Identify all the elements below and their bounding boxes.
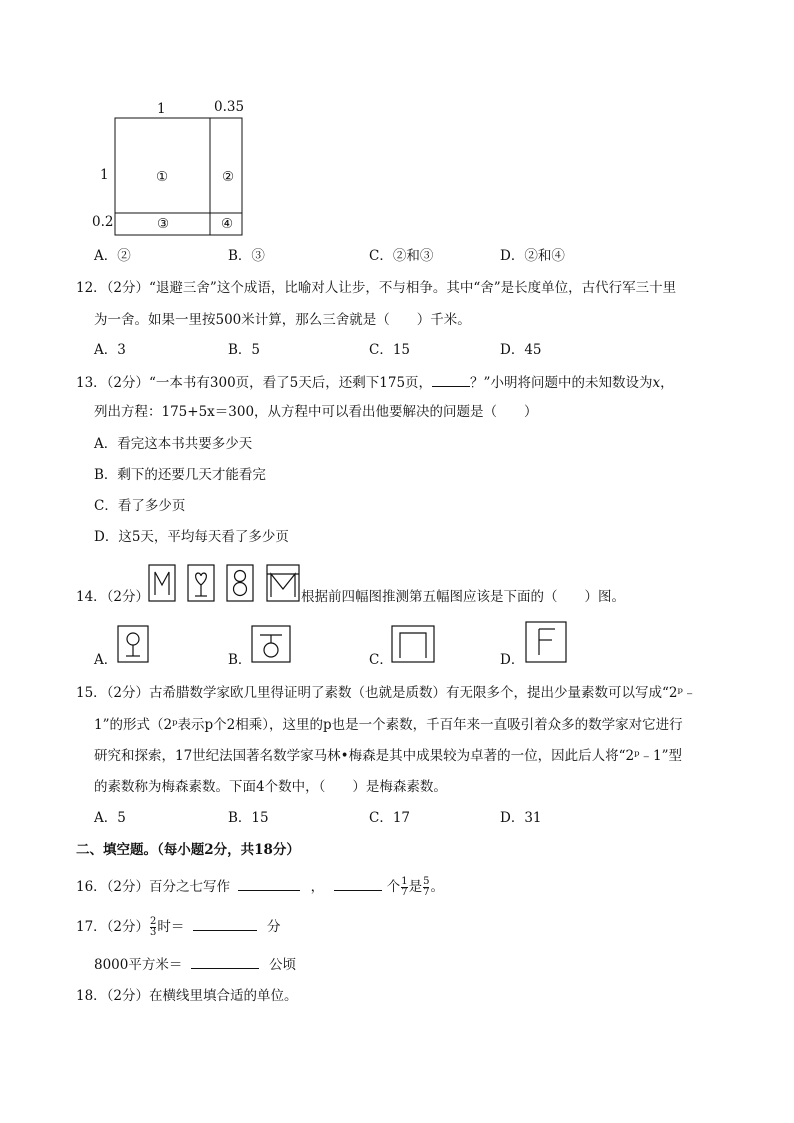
q14-option-a-figure[interactable]: [116, 624, 150, 668]
q16-line: [76, 876, 444, 898]
label-left-02: 0.2: [92, 214, 114, 230]
q16-pre: 16．（2分）百分之七写作: [76, 879, 231, 895]
q15-line1: 15．（2分）古希腊数学家欧几里得证明了素数（也就是质数）有无限多个，提出少量素数可以写成“2ᵖ﹣: [76, 685, 697, 701]
q17-line2-pre: 8000平方米＝: [94, 957, 183, 973]
q13-option-c[interactable]: C．看了多少页: [94, 498, 186, 514]
q16-frac2-den: 7: [423, 887, 430, 898]
q14-prefix: 14．（2分）: [76, 589, 150, 605]
q17-frac-num: 2: [150, 916, 157, 927]
q13-option-d[interactable]: D．这5天，平均每天看了多少页: [94, 529, 289, 545]
q13-option-a[interactable]: A．看完这本书共要多少天: [94, 436, 253, 452]
q12-line1: 12．（2分）“退避三舍”这个成语，比喻对人让步，不与相争。其中“舍”是长度单位，古代行军三十里: [76, 280, 677, 296]
q11-option-d[interactable]: D．②和④: [500, 248, 565, 264]
q13-line2: 列出方程：175+5x＝300，从方程中可以看出他要解决的问题是（ ）: [94, 404, 538, 420]
q14-text: 根据前四幅图推测第五幅图应该是下面的（ ）图。: [301, 589, 625, 605]
q16-fraction-2: [423, 877, 429, 898]
q15-option-a[interactable]: A．5: [94, 810, 126, 826]
q17-blank-2[interactable]: [191, 954, 259, 969]
q15-line4: 的素数称为梅森素数。下面4个数中，（ ）是梅森素数。: [94, 779, 447, 795]
q12-option-b[interactable]: B．5: [228, 342, 261, 358]
q12-option-c[interactable]: C．15: [369, 342, 411, 358]
q12-option-a[interactable]: A．3: [94, 342, 126, 358]
q13-line1-pre: 13．（2分）“一本书有300页，看了5天后，还剩下175页，: [76, 375, 433, 391]
q14-option-a-label[interactable]: A．: [94, 652, 118, 668]
q11-option-b[interactable]: B．③: [228, 248, 265, 264]
q14-option-d-svg: [524, 620, 568, 664]
q14-option-c-svg: [390, 624, 436, 664]
q15-option-c[interactable]: C．17: [369, 810, 411, 826]
q16-frac1-den: 7: [401, 887, 408, 898]
region-4-label: ④: [221, 216, 234, 232]
q14-option-b-label[interactable]: B．: [228, 652, 252, 668]
q14-option-d-figure[interactable]: [524, 620, 568, 668]
q13-option-b[interactable]: B．剩下的还要几天才能看完: [94, 467, 266, 483]
q13-line1: [76, 372, 674, 393]
q16-frac1-num: 1: [401, 876, 408, 887]
q17-pre: 17．（2分）: [76, 919, 150, 935]
q17-line1: [76, 916, 281, 938]
region-1-label: ①: [156, 169, 169, 185]
q17-unit1-end: 分: [267, 919, 281, 935]
q14-option-b-svg: [250, 624, 292, 664]
q14-sequence-figures: [147, 563, 307, 605]
area-diagram: [90, 95, 250, 240]
q13-var-x: x: [652, 375, 661, 391]
q16-post-a: 个: [386, 879, 401, 895]
q12-line2: 为一舍。如果一里按500米计算，那么三舍就是（ ）千米。: [94, 312, 471, 328]
q16-is: 是: [408, 879, 423, 895]
q16-end: 。: [430, 879, 444, 895]
q15-option-b[interactable]: B．15: [228, 810, 269, 826]
section-2-title: 二、填空题。（每小题2分，共18分）: [76, 842, 300, 858]
q17-unit1: 时＝: [157, 919, 185, 935]
q14-sequence-svg: [147, 563, 307, 605]
q15-line2: 1”的形式（2ᵖ表示p个2相乘），这里的p也是一个素数，千百年来一直吸引着众多的数学家对它进行: [94, 717, 683, 733]
q16-mid: ，: [310, 879, 325, 895]
q17-blank-1[interactable]: [193, 916, 257, 931]
q11-option-a[interactable]: A．②: [94, 248, 131, 264]
q14-option-a-svg: [116, 624, 150, 664]
q13-blank: [432, 372, 470, 387]
q14-option-b-figure[interactable]: [250, 624, 292, 668]
q16-frac2-num: 5: [423, 876, 430, 887]
q16-blank-1[interactable]: [238, 876, 300, 891]
q17-frac-den: 3: [150, 927, 157, 938]
label-top-1: 1: [157, 101, 166, 117]
q11-option-c[interactable]: C．②和③: [369, 248, 434, 264]
q14-option-c-label[interactable]: C．: [369, 652, 393, 668]
label-top-035: 0.35: [214, 99, 245, 115]
q14-option-d-label[interactable]: D．: [500, 652, 525, 668]
q16-fraction-1: [401, 877, 407, 898]
label-left-1: 1: [100, 167, 109, 183]
region-3-label: ③: [157, 216, 170, 232]
q13-line1-end: ，: [660, 375, 674, 391]
q12-option-d[interactable]: D．45: [500, 342, 542, 358]
q15-option-d[interactable]: D．31: [500, 810, 542, 826]
q17-line2-end: 公顷: [268, 957, 296, 973]
region-2-label: ②: [222, 169, 235, 185]
q13-line1-post: ？”小明将问题中的未知数设为: [470, 375, 653, 391]
q17-line2: [94, 954, 296, 975]
q18-line: 18．（2分）在横线里填合适的单位。: [76, 988, 298, 1004]
q15-line3: 研究和探索，17世纪法国著名数学家马林•梅森是其中成果较为卓著的一位，因此后人将“2ᵖ﹣1”型: [94, 748, 683, 764]
q16-blank-2[interactable]: [334, 876, 382, 891]
q17-fraction: [150, 917, 156, 938]
q14-option-c-figure[interactable]: [390, 624, 436, 668]
